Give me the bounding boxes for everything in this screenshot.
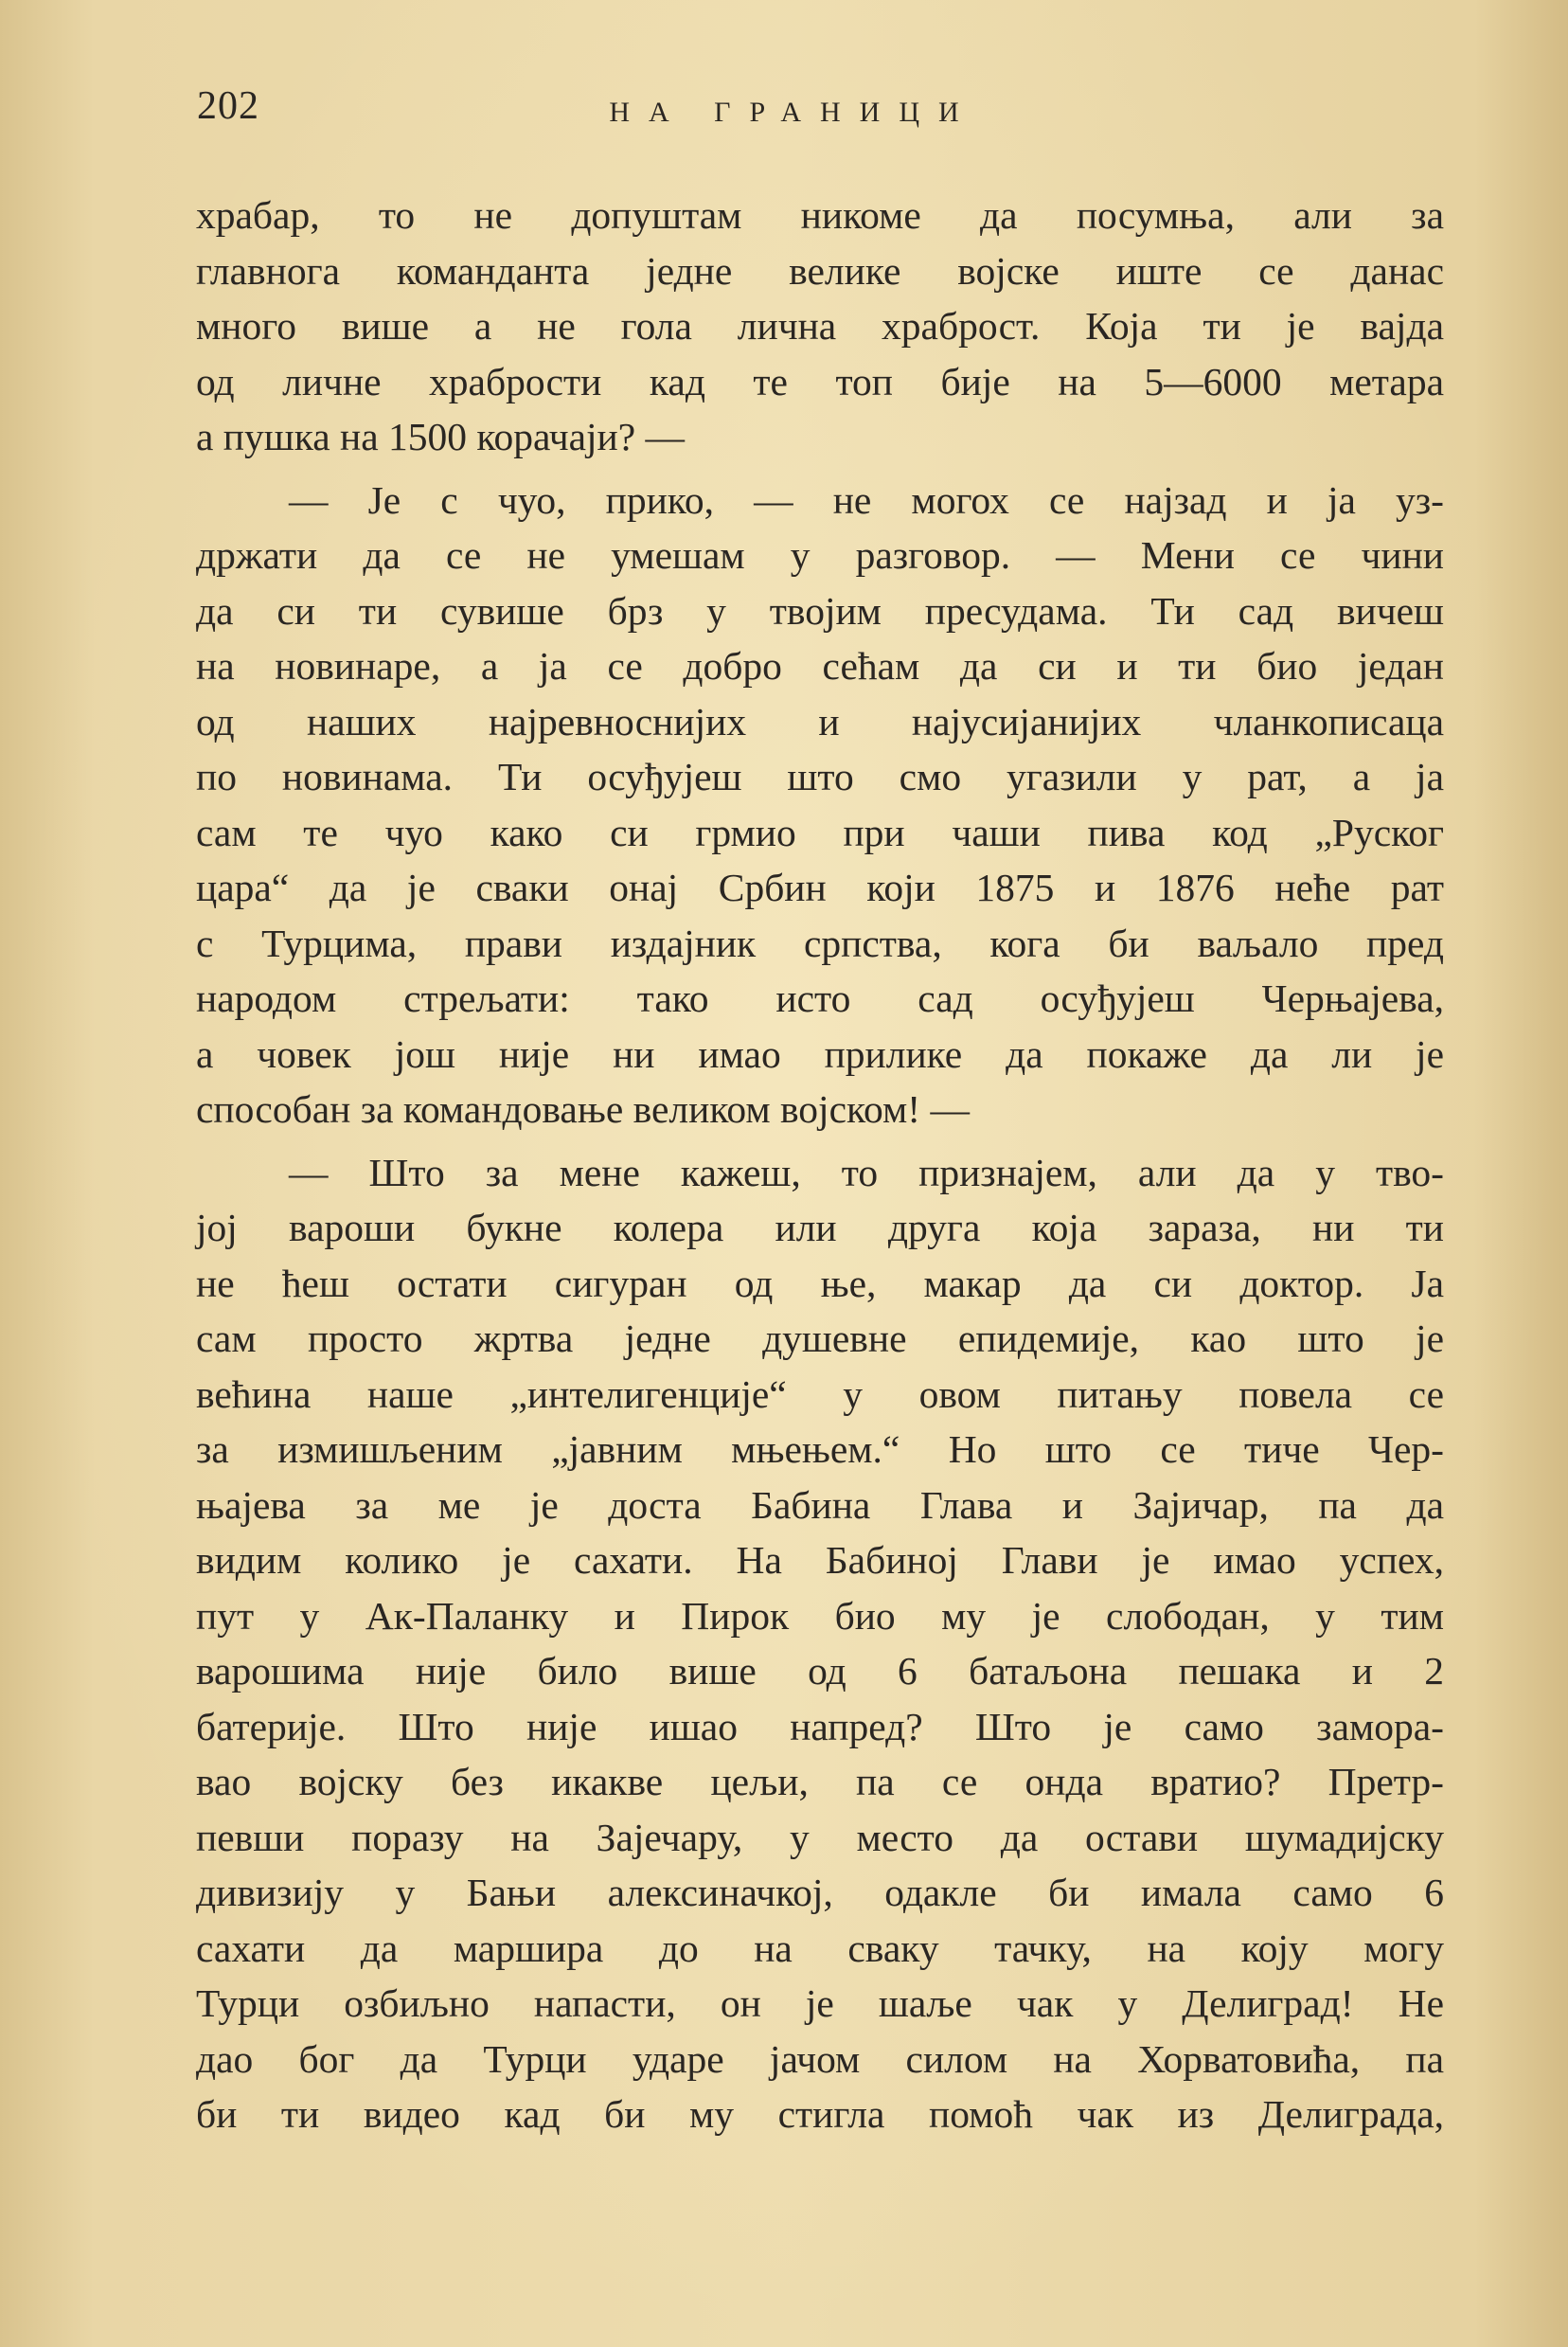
text-line: би ти видео кад би му стигла помоћ чак из Делиграда, bbox=[196, 2092, 1444, 2136]
paragraph-gap bbox=[196, 465, 1444, 473]
text-line: да си ти сувише брз у твојим пресудама. Ти сад вичеш bbox=[196, 588, 1444, 633]
text-line: сахати да маршира до на сваку тачку, на коју могу bbox=[196, 1926, 1444, 1970]
text-line: — Што за мене кажеш, то признајем, али да у тво- bbox=[289, 1150, 1444, 1194]
text-line: а човек још није ни имао прилике да покаже да ли је bbox=[196, 1031, 1444, 1076]
text-line: на новинаре, а ја се добро сећам да си и ти био један bbox=[196, 644, 1444, 688]
text-line: дао бог да Турци ударе јачом силом на Хорватовића, па bbox=[196, 2036, 1444, 2081]
text-line: способан за командовање великом војском! — bbox=[196, 1087, 970, 1131]
text-line: певши поразу на Зајечару, у место да остави шумадијску bbox=[196, 1815, 1444, 1859]
text-line: видим колико је сахати. На Бабиној Глави је имао успех, bbox=[196, 1538, 1444, 1582]
text-line: — Је с чуо, прико, — не могох се најзад и ја уз- bbox=[289, 477, 1444, 522]
text-line: држати да се не умешам у разговор. — Мени се чини bbox=[196, 533, 1444, 577]
text-line: сам просто жртва једне душевне епидемије, као што је bbox=[196, 1317, 1444, 1360]
text-line: пут у Ак-Паланку и Пирок био му је слободан, у тим bbox=[196, 1593, 1444, 1638]
text-line: већина наше „интелигенције“ у овом питању повела се bbox=[196, 1371, 1444, 1416]
text-line: храбар, то не допуштам никоме да посумња, али за bbox=[196, 193, 1444, 237]
text-line: а пушка на 1500 корачаји? — bbox=[196, 415, 686, 458]
text-line: варошима није било више од 6 батаљона пешака и 2 bbox=[196, 1649, 1444, 1693]
text-line: много више а не гола лична храброст. Која ти је вајда bbox=[196, 304, 1444, 348]
text-line: по новинама. Ти осуђујеш што смо угазили у рат, а ја bbox=[196, 755, 1444, 798]
text-line: главнога команданта једне велике војске иште се данас bbox=[196, 248, 1444, 293]
text-line: с Турцима, прави издајник српства, кога би ваљало пред bbox=[196, 921, 1444, 965]
text-line: цара“ да је сваки онај Србин који 1875 и 1876 неће рат bbox=[196, 866, 1444, 909]
text-line: од наших најревноснијих и најусијанијих чланкописаца bbox=[196, 699, 1444, 744]
text-line: Турци озбиљно напасти, он је шаље чак у Делиград! Не bbox=[196, 1981, 1444, 2025]
body-text bbox=[196, 188, 1444, 2142]
text-line: вао војску без икакве цељи, па се онда вратио? Претр- bbox=[196, 1760, 1444, 1803]
text-line: не ћеш остати сигуран од ње, макар да си доктор. Ја bbox=[196, 1261, 1444, 1305]
page-header bbox=[0, 83, 1568, 140]
text-line: њајева за ме је доста Бабина Глава и Зајичар, па да bbox=[196, 1482, 1444, 1527]
paragraph bbox=[196, 473, 1444, 1138]
text-line: сам те чуо како си грмио при чаши пива код „Руског bbox=[196, 810, 1444, 854]
paragraph bbox=[196, 1145, 1444, 2142]
text-line: батерије. Што није ишао напред? Што је само замора- bbox=[196, 1704, 1444, 1748]
paragraph bbox=[196, 188, 1444, 465]
running-head: НА ГРАНИЦИ bbox=[609, 97, 978, 128]
text-line: за измишљеним „јавним мњењем.“ Но што се тиче Чер- bbox=[196, 1427, 1444, 1471]
page-number: 202 bbox=[197, 84, 259, 128]
paragraph-gap bbox=[196, 1138, 1444, 1145]
text-line: од личне храбрости кад те топ бије на 5—6000 метара bbox=[196, 359, 1444, 403]
text-line: јој вароши букне колера или друга која зараза, ни ти bbox=[196, 1206, 1444, 1249]
text-line: народом стрељати: тако исто сад осуђујеш Черњајева, bbox=[196, 976, 1444, 1020]
text-line: дивизију у Бањи алексиначкој, одакле би имала само 6 bbox=[196, 1871, 1444, 1914]
